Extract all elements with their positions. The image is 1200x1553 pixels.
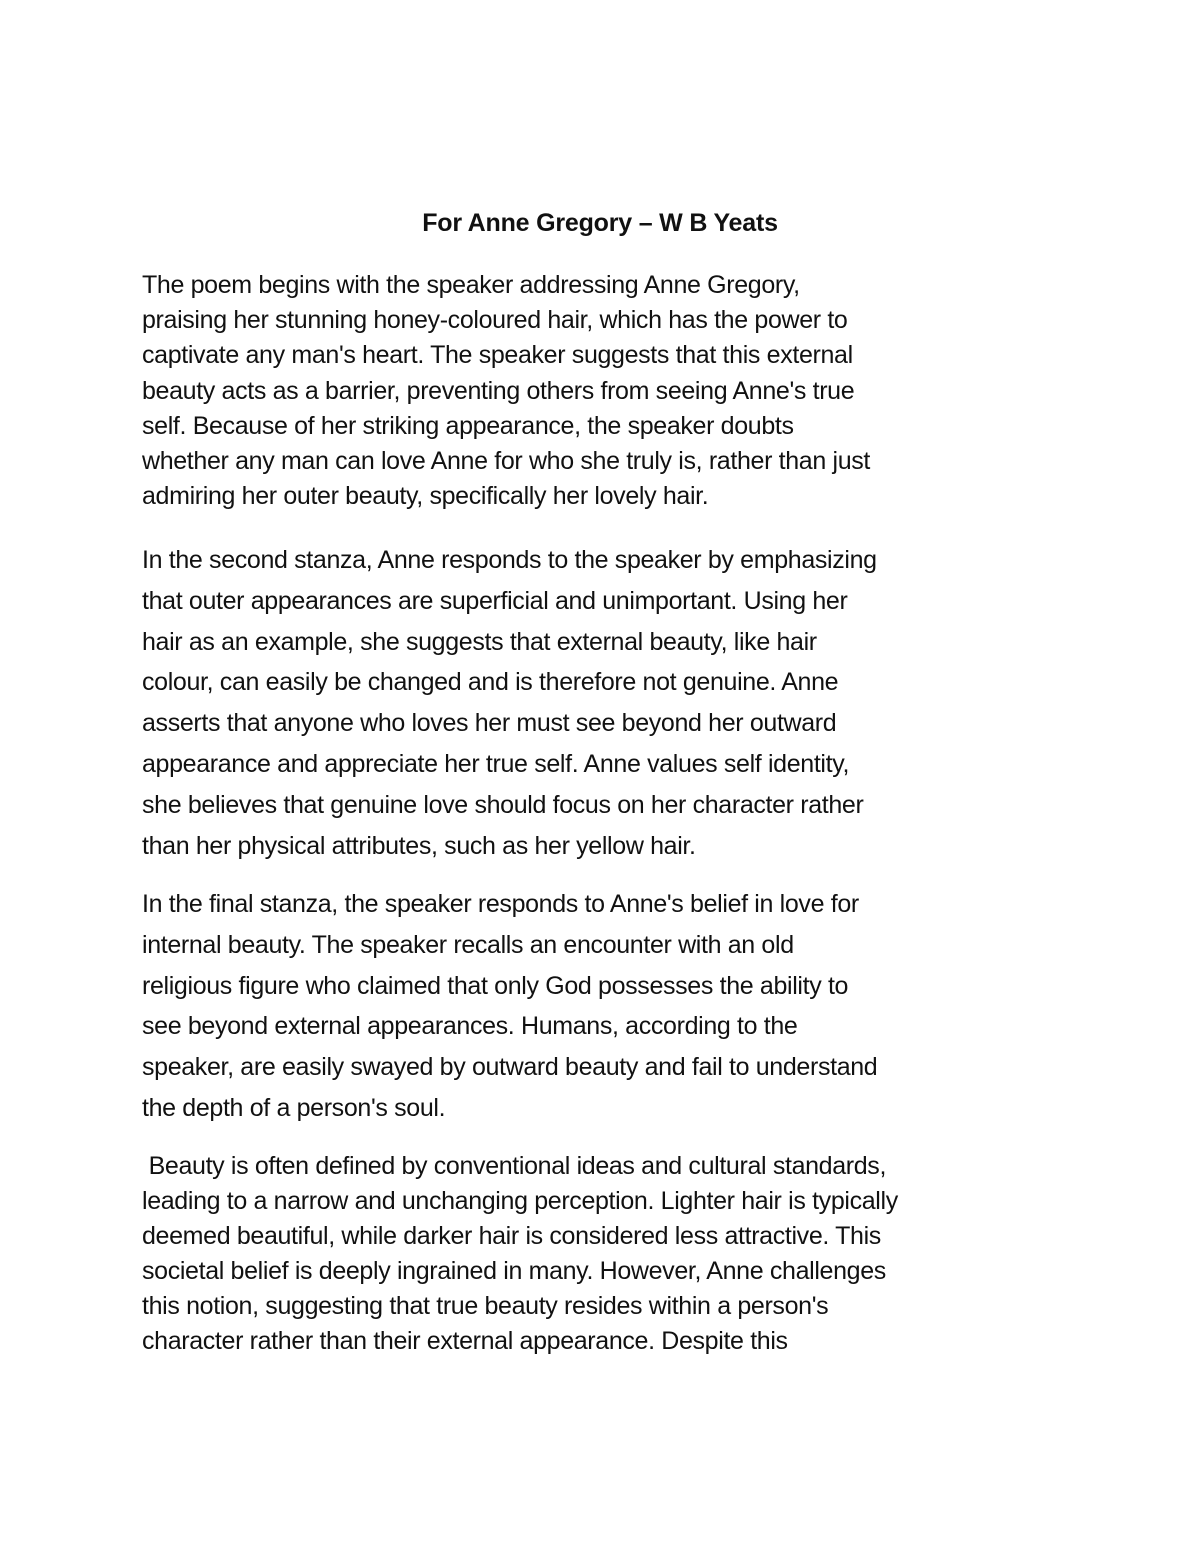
- document-title: For Anne Gregory – W B Yeats: [422, 209, 778, 237]
- paragraph-4: Beauty is often defined by conventional ideas and cultural standards, leading to a narrow and unchanging perception. Lighter hair is typically deemed beautiful, while darker hair is considered less attractive. This societal belief is deeply ingrained in many. However, Anne challenges this notion, suggesting that true beauty resides within a person's character rather than their external appearance. Despite this: [142, 1152, 898, 1355]
- paragraph-3: In the final stanza, the speaker responds to Anne's belief in love for internal beauty. The speaker recalls an encounter with an old religious figure who claimed that only God possesses the ability to see beyond external appearances. Humans, according to the speaker, are easily swayed by outward beauty and fail to understand the depth of a person's soul.: [142, 890, 878, 1122]
- paragraph-2: In the second stanza, Anne responds to the speaker by emphasizing that outer appearances are superficial and unimportant. Using her hair as an example, she suggests that external beauty, like hair colour, can easily be changed and is therefore not genuine. Anne asserts that anyone who loves her must see beyond her outward appearance and appreciate her true self. Anne values self identity, she believes that genuine love should focus on her character rather than her physical attributes, such as her yellow hair.: [142, 546, 877, 860]
- paragraph-1: The poem begins with the speaker addressing Anne Gregory, praising her stunning honey-coloured hair, which has the power to captivate any man's heart. The speaker suggests that this external beauty acts as a barrier, preventing others from seeing Anne's true self. Because of her striking appearance, the speaker doubts whether any man can love Anne for who she truly is, rather than just admiring her outer beauty, specifically her lovely hair.: [142, 271, 870, 511]
